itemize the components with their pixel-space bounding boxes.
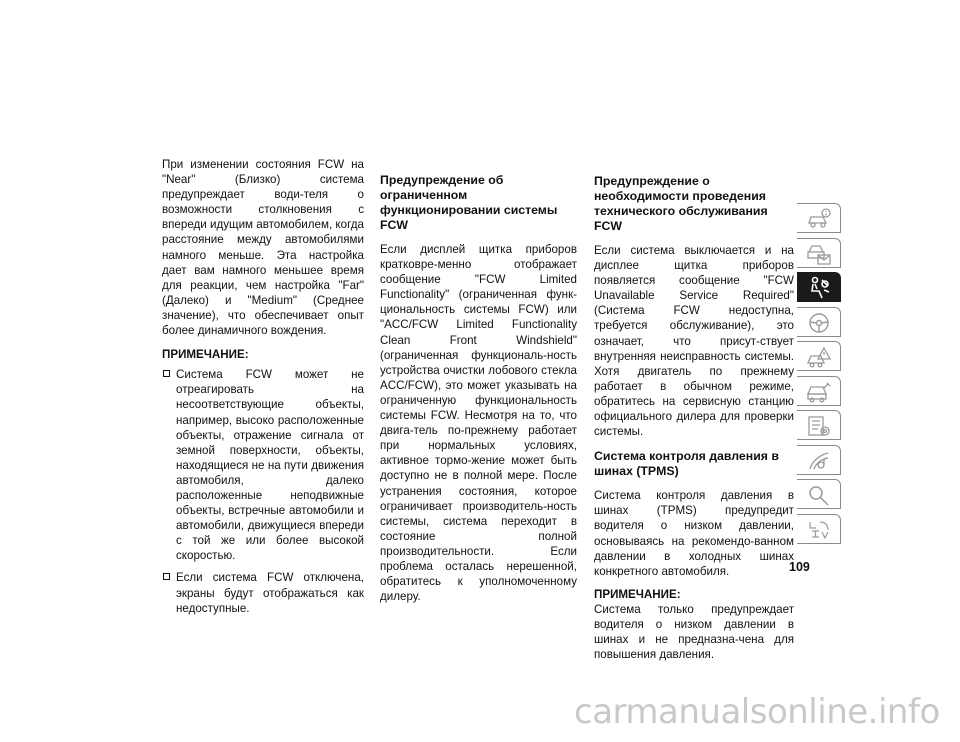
tab-seat-airbag[interactable] <box>797 272 841 302</box>
list-settings-icon <box>806 414 832 438</box>
checkbox-bullet-icon <box>163 370 170 377</box>
chapter-tabs <box>797 203 841 548</box>
tab-list-settings[interactable] <box>797 410 841 440</box>
note-paragraph: Система только предупреждает водителя о низком давлении в шинах и не предназна-чена для повышения давления. <box>594 602 794 662</box>
list-item: Если система FCW отключена, экраны будут отображаться как недоступные. <box>162 570 364 615</box>
watermark: carmanualsonline.info <box>574 692 940 732</box>
note-label: ПРИМЕЧАНИЕ: <box>162 348 249 362</box>
tab-media[interactable] <box>797 445 841 475</box>
section-paragraph: Если дисплей щитка приборов кратковре-менно отображает сообщение "FCW Limited Functionality" (ограниченная функ-циональность системы FCW) или "ACC/FCW Limited Functionality Clean Front Windshield" (ограниченная функциональ-ность устройства очистки лобового стекла ACC/FCW), это может указывать на ограниченную функциональность системы FCW. Несмотря на то, что двига-тель по-прежнему работает при нормальных условиях, активное тормо-жение может быть доступно не в полной мере. После устранения состояния, которое ограничивает производитель-ность системы, система переходит в состояние полной производительности. Если проблема осталась нерешенной, обратитесь к уполномоченному дилеру. <box>380 243 577 604</box>
section-heading: Предупреждение об ограниченном функционировании системы FCW <box>380 173 558 232</box>
tab-language[interactable] <box>797 514 841 544</box>
column-right <box>594 157 794 662</box>
section-heading: Система контроля давления в шинах (TPMS) <box>594 449 779 479</box>
tab-warning-car[interactable] <box>797 341 841 371</box>
language-icon <box>806 518 832 542</box>
tab-car-tools[interactable] <box>797 376 841 406</box>
page-number: 109 <box>789 560 810 574</box>
car-envelope-icon <box>806 242 832 266</box>
tab-steering-wheel[interactable] <box>797 307 841 337</box>
section-paragraph: Система контроля давления в шинах (TPMS) предупредит водителя о низком давлении, основываясь на рекомендо-ванном давлении в холодных шинах конкретного автомобиля. <box>594 489 794 578</box>
section-heading: Предупреждение о необходимости проведения технического обслуживания FCW <box>594 174 768 233</box>
car-info-icon <box>806 207 832 231</box>
warning-car-icon <box>806 345 832 369</box>
seat-airbag-icon <box>806 276 832 300</box>
tab-car-envelope[interactable] <box>797 238 841 268</box>
section-paragraph: Если система выключается и на дисплее щитка приборов появляется сообщение "FCW Unavailable Service Required" (Система FCW недоступна, требуется обслуживание), это означает, что присут-ствует внутренняя неисправность системы. Хотя двигатель по прежнему работает в обычном режиме, обратитесь на сервисную станцию официального дилера для проверки системы. <box>594 244 794 439</box>
bullet-list <box>162 367 364 616</box>
media-icon <box>806 449 832 473</box>
tab-magnifier[interactable] <box>797 479 841 509</box>
checkbox-bullet-icon <box>163 573 170 580</box>
note-label: ПРИМЕЧАНИЕ: <box>594 587 681 601</box>
steering-wheel-icon <box>806 311 832 335</box>
column-middle <box>380 157 577 604</box>
magnifier-icon <box>806 483 832 507</box>
tab-car-info[interactable] <box>797 203 841 233</box>
column-left <box>162 157 364 623</box>
car-tools-icon <box>806 380 832 404</box>
list-item: Система FCW может не отреагировать на несоответствующие объекты, например, высоко расположенные объекты, отражение сигнала от земной поверхности, объекты, находящиеся не на пути движения автомобиля, далеко расположенные неподвижные объекты, встречные автомобили и автомобили, движущиеся впереди с той же или более высокой скоростью. <box>162 367 364 563</box>
intro-paragraph: При изменении состояния FCW на "Near" (Близко) система предупреждает води-теля о возможности столкновения с впереди идущим автомобилем, когда расстояние между автомобилями намного меньше. Эта настройка дает вам намного меньшее время для реакции, чем настройка "Far" (Далеко) и "Medium" (Среднее значение), что обеспечивает опыт более динамичного вождения. <box>162 158 364 338</box>
